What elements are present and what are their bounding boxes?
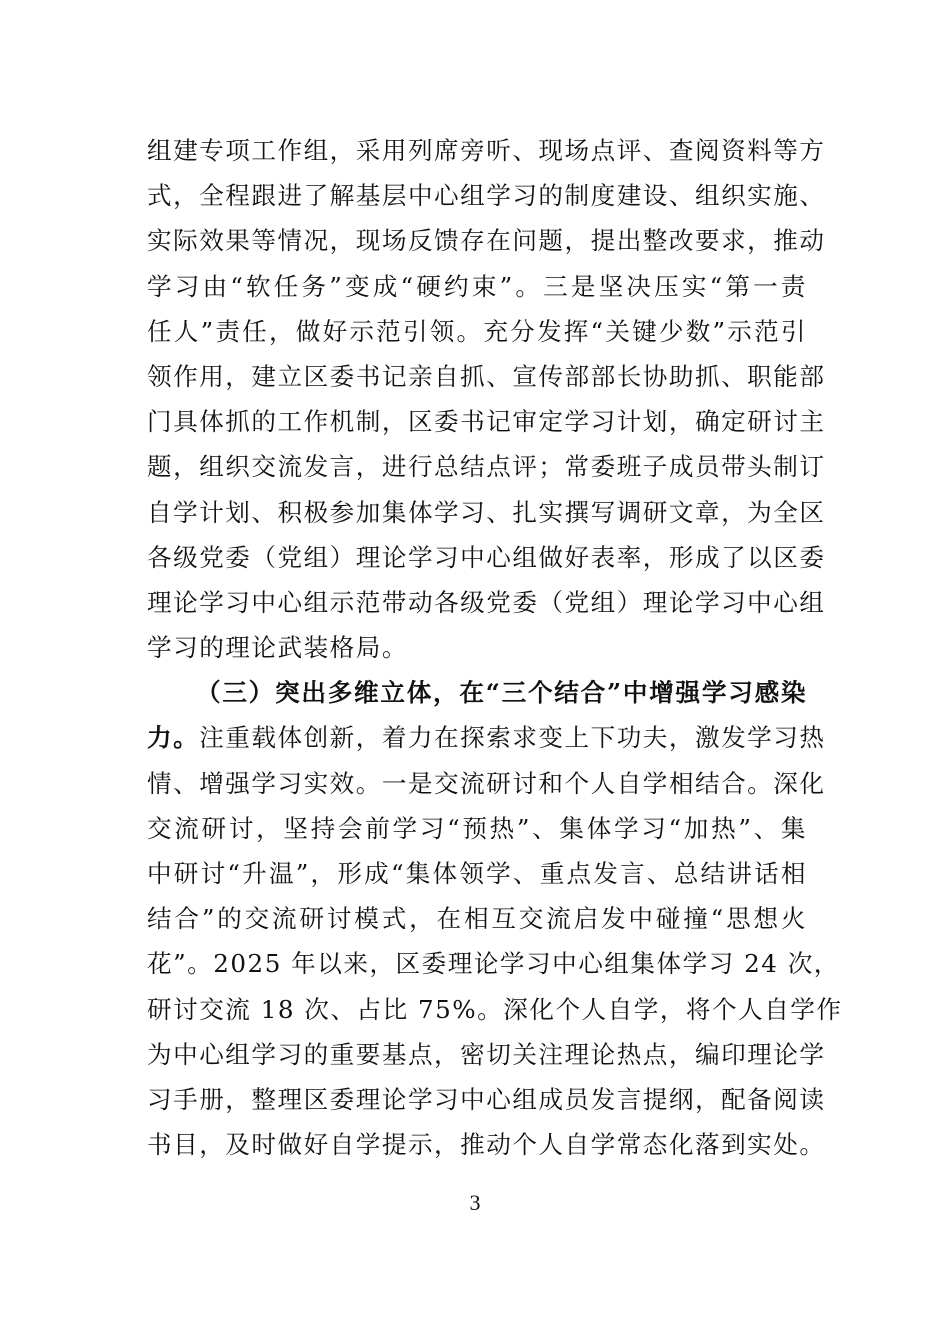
- section-heading-end: 力。: [147, 723, 200, 753]
- text-line: 自学计划、积极参加集体学习、扎实撰写调研文章，为全区: [147, 497, 826, 527]
- text-line: 情、增强学习实效。一是交流研讨和个人自学相结合。深化: [147, 768, 826, 798]
- text-line: 各级党委（党组）理论学习中心组做好表率，形成了以区委: [147, 542, 826, 572]
- text-line: 式，全程跟进了解基层中心组学习的制度建设、组织实施、: [147, 181, 826, 211]
- text-line: 理论学习中心组示范带动各级党委（党组）理论学习中心组: [147, 587, 826, 617]
- text-line: 实际效果等情况，现场反馈存在问题，提出整改要求，推动: [147, 226, 826, 256]
- text-line: 研讨交流 18 次、占比 75%。深化个人自学，将个人自学作: [147, 994, 843, 1024]
- text-line: 交流研讨，坚持会前学习“预热”、集体学习“加热”、集: [147, 813, 807, 843]
- paragraph-2: [147, 670, 843, 1167]
- body-text: [147, 128, 843, 1167]
- text-line: 学习由“软任务”变成“硬约束”。三是坚决压实“第一责: [147, 271, 807, 301]
- text-line: 结合”的交流研讨模式，在相互交流启发中碰撞“思想火: [147, 904, 807, 934]
- text-line: 领作用，建立区委书记亲自抓、宣传部部长协助抓、职能部: [147, 361, 826, 391]
- text-line: 任人”责任，做好示范引领。充分发挥“关键少数”示范引: [147, 316, 807, 346]
- text-line: 书目，及时做好自学提示，推动个人自学常态化落到实处。: [147, 1130, 826, 1160]
- paragraph-1: [147, 128, 826, 670]
- text-line: 中研讨“升温”，形成“集体领学、重点发言、总结讲话相: [147, 859, 807, 888]
- text-line: [147, 715, 826, 760]
- text-line: 为中心组学习的重要基点，密切关注理论热点，编印理论学: [147, 1039, 826, 1069]
- section-heading: （三）突出多维立体，在“三个结合”中增强学习感染: [196, 678, 807, 708]
- text-line: 花”。2025 年以来，区委理论学习中心组集体学习 24 次，: [147, 949, 840, 979]
- text-line: 学习的理论武装格局。: [147, 633, 408, 663]
- text-fragment: 注重载体创新，着力在探索求变上下功夫，激发学习热: [199, 723, 826, 753]
- text-line: 习手册，整理区委理论学习中心组成员发言提纲，配备阅读: [147, 1084, 826, 1114]
- text-line: 题，组织交流发言，进行总结点评；常委班子成员带头制订: [147, 452, 826, 482]
- page-number: 3: [469, 1190, 481, 1215]
- text-line: 门具体抓的工作机制，区委书记审定学习计划，确定研讨主: [147, 407, 826, 437]
- text-line: 组建专项工作组，采用列席旁听、现场点评、查阅资料等方: [147, 136, 826, 165]
